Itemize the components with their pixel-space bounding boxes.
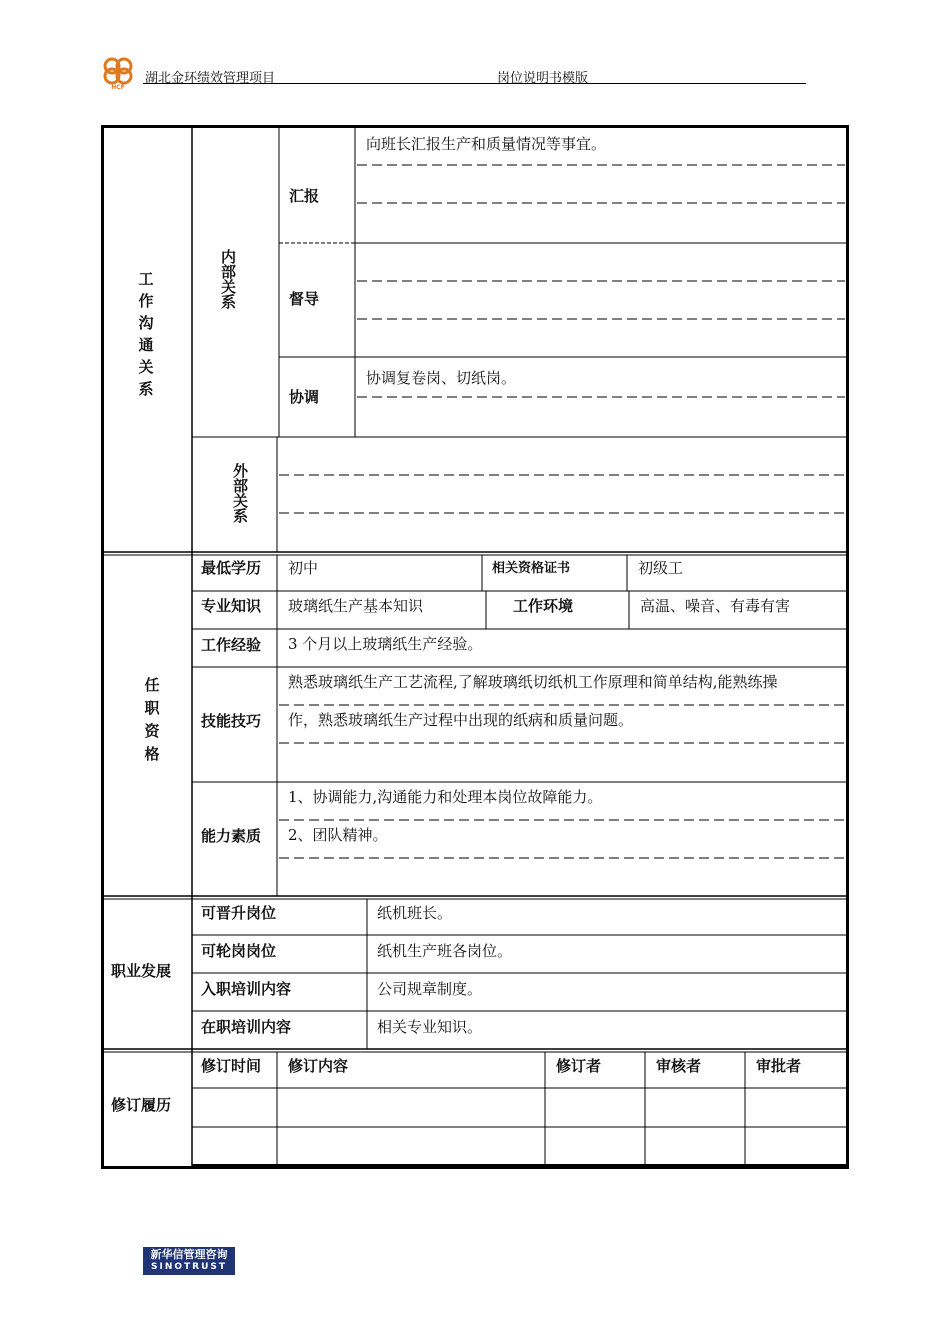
hcf-logo [100, 54, 136, 90]
footer-logo-cn: 新华信管理咨询 [150, 1248, 228, 1261]
rotation-value: 纸机生产班各岗位。 [377, 942, 513, 960]
revision-col-time: 修订时间 [201, 1057, 262, 1075]
environment-value: 高温、噪音、有毒有害 [640, 597, 791, 615]
supervise-label: 督导 [289, 290, 320, 308]
certificate-label: 相关资格证书 [492, 561, 571, 576]
revision-col-content: 修订内容 [288, 1057, 349, 1075]
career-section-label: 职业发展 [111, 962, 172, 980]
coordinate-text: 协调复卷岗、切纸岗。 [366, 369, 517, 387]
revision-col-reviewer: 审核者 [656, 1057, 702, 1075]
ability-line-1: 1、协调能力,沟通能力和处理本岗位故障能力。 [288, 788, 603, 806]
skills-line-1: 熟悉玻璃纸生产工艺流程,了解玻璃纸切纸机工作原理和简单结构,能熟练操 [288, 673, 778, 691]
report-text: 向班长汇报生产和质量情况等事宜。 [366, 135, 607, 153]
svg-text:HCF: HCF [111, 84, 125, 90]
report-label: 汇报 [289, 187, 320, 205]
job-description-table [101, 125, 849, 1169]
onjob-training-label: 在职培训内容 [201, 1018, 292, 1036]
rotation-label: 可轮岗岗位 [201, 942, 277, 960]
ability-label: 能力素质 [201, 827, 262, 845]
onboarding-training-label: 入职培训内容 [201, 980, 292, 998]
certificate-value: 初级工 [638, 559, 684, 577]
header-rule [143, 83, 806, 84]
knowledge-value: 玻璃纸生产基本知识 [288, 597, 424, 615]
environment-label: 工作环境 [513, 597, 574, 615]
experience-value: 3 个月以上玻璃纸生产经验。 [288, 635, 483, 653]
comm-label-text: 工作沟通关系 [136, 271, 155, 403]
promotion-value: 纸机班长。 [377, 904, 453, 922]
revision-col-approver: 审批者 [756, 1057, 802, 1075]
skills-line-2: 作，熟悉玻璃纸生产过程中出现的纸病和质量问题。 [288, 711, 634, 729]
education-label: 最低学历 [201, 559, 262, 577]
ability-line-2: 2、团队精神。 [288, 826, 388, 844]
internal-relations-label: 内部关系 [219, 249, 237, 309]
comm-section-label [131, 271, 161, 407]
experience-label: 工作经验 [201, 636, 262, 654]
knowledge-label: 专业知识 [201, 597, 262, 615]
onjob-training-value: 相关专业知识。 [377, 1018, 483, 1036]
project-name: 湖北金环绩效管理项目 [145, 71, 276, 86]
skills-label: 技能技巧 [201, 712, 262, 730]
external-relations-label: 外部关系 [231, 463, 249, 523]
sinotrust-logo [143, 1247, 235, 1275]
coordinate-label: 协调 [289, 388, 320, 406]
document-type: 岗位说明书模版 [497, 71, 589, 86]
qualification-section-label: 任职资格 [142, 677, 161, 769]
revision-col-reviser: 修订者 [556, 1057, 602, 1075]
promotion-label: 可晋升岗位 [201, 904, 277, 922]
education-value: 初中 [288, 559, 319, 577]
revision-section-label: 修订履历 [111, 1096, 172, 1114]
onboarding-training-value: 公司规章制度。 [377, 980, 483, 998]
footer-logo-en: SINOTRUST [150, 1262, 227, 1272]
